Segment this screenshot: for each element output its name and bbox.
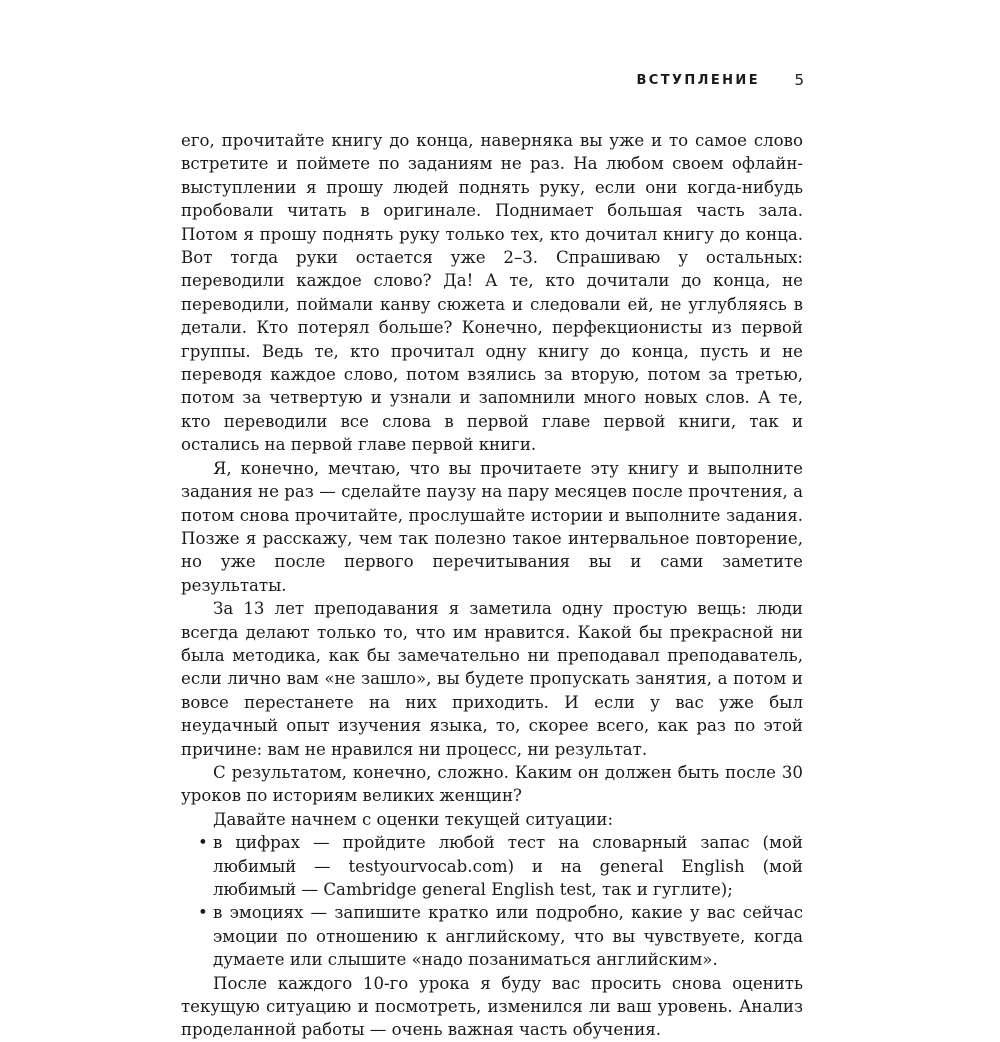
running-head	[560, 71, 804, 93]
section-title: ВСТУПЛЕНИЕ	[636, 73, 760, 88]
list-item-text: в эмоциях — запишите кратко или подробно, какие у вас сейчас эмоции по отношению к английскому, что вы чувствуете, когда думаете или слышите «надо позаниматься английским».	[213, 903, 803, 970]
page-number: 5	[794, 71, 804, 89]
list-item-text: в цифрах — пройдите любой тест на словарный запас (мой любимый — testyourvocab.com) и на general English (мой любимый — Cambridge general English test, так и гуглите);	[213, 833, 803, 899]
paragraph-6: После каждого 10-го урока я буду вас просить снова оценить текущую ситуацию и посмотреть, изменился ли ваш уровень. Анализ проделанной работы — очень важная часть обучения.	[181, 973, 803, 1040]
bullet-icon: •	[198, 903, 208, 923]
list-item	[181, 831, 803, 901]
paragraph-2: Я, конечно, мечтаю, что вы прочитаете эту книгу и выполните задания не раз — сделайте паузу на пару месяцев после прочтения, а потом снова прочитайте, прослушайте истории и выполните задания. Позже я расскажу, чем так полезно такое интервальное повторение, но уже после первого перечитывания вы и сами заметите результаты.	[181, 458, 803, 595]
list-item	[181, 901, 803, 971]
bullet-list	[181, 831, 803, 971]
paragraph-4: С результатом, конечно, сложно. Каким он должен быть после 30 уроков по историям великих женщин?	[181, 762, 803, 806]
bullet-icon: •	[198, 833, 208, 853]
body-text	[181, 129, 803, 1042]
paragraph-3: За 13 лет преподавания я заметила одну простую вещь: люди всегда делают только то, что им нравится. Какой бы прекрасной ни была методика, как бы замечательно ни преподавал преподаватель, если лично вам «не зашло», вы будете пропускать занятия, а потом и вовсе перестанете на них приходить. И если у вас уже был неудачный опыт изучения языка, то, скорее всего, как раз по этой причине: вам не нравился ни процесс, ни результат.	[181, 599, 803, 759]
paragraph-1: его, прочитайте книгу до конца, наверняка вы уже и то самое слово встретите и поймете по заданиям не раз. На любом своем офлайн-выступлении я прошу людей поднять руку, если они когда-нибудь пробовали читать в оригинале. Поднимает большая часть зала. Потом я прошу поднять руку только тех, кто дочитал книгу до конца. Вот тогда руки остается уже 2–3. Спрашиваю у остальных: переводили каждое слово? Да! А те, кто дочитали до конца, не переводили, поймали канву сюжета и следовали ей, не углубляясь в детали. Кто потерял больше? Конечно, перфекционисты из первой группы. Ведь те, кто прочитал одну книгу до конца, пусть и не переводя каждое слово, потом взялись за вторую, потом за третью, потом за четвертую и узнали и запомнили много новых слов. А те, кто переводили все слова в первой главе первой книги, так и остались на первой главе первой книги.	[181, 131, 803, 455]
paragraph-5: Давайте начнем с оценки текущей ситуации:	[213, 809, 614, 829]
